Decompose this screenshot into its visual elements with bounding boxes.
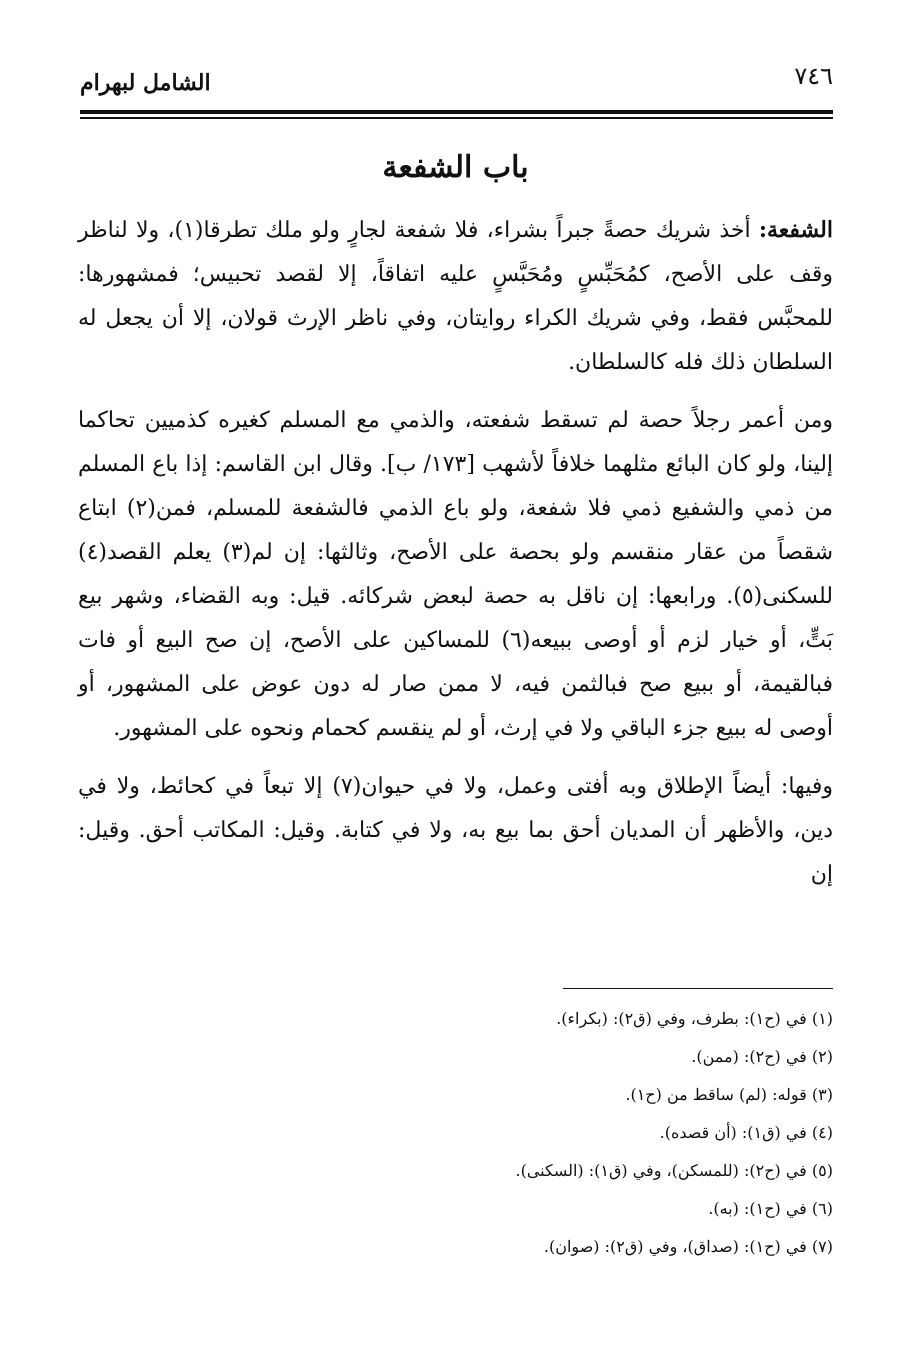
paragraph-lead-term: الشفعة: xyxy=(758,217,833,243)
body-text xyxy=(78,208,833,911)
running-title: الشامل لبهرام xyxy=(80,70,211,96)
footnote-2: (٢) في (ح٢): (ممن). xyxy=(691,1047,833,1066)
footnote-6: (٦) في (ح١): (به). xyxy=(708,1199,833,1218)
chapter-title: باب الشفعة xyxy=(382,150,529,185)
footnotes xyxy=(78,1000,833,1266)
running-header xyxy=(80,62,833,102)
footnote-separator xyxy=(563,988,833,989)
footnote-3: (٣) قوله: (لم) ساقط من (ح١). xyxy=(625,1085,833,1104)
footnote-7: (٧) في (ح١): (صداق)، وفي (ق٢): (صوان). xyxy=(543,1237,833,1256)
page-number: ٧٤٦ xyxy=(794,62,833,90)
header-rule-thin xyxy=(80,117,833,119)
paragraph-text: أخذ شريك حصةً جبراً بشراء، فلا شفعة لجارٍ ولو ملك تطرقا(١)، ولا لناظر وقف على الأصح، كمُحَبِّسٍ ومُحَبَّسٍ عليه اتفاقاً، إلا لقصد تحبيس؛ فمشهورها: للمحبَّس فقط، وفي شريك الكراء روايتان، وفي ناظر الإرث قولان، إلا أن يجعل له السلطان ذلك فله كالسلطان. xyxy=(78,218,833,375)
paragraph-2 xyxy=(78,399,833,751)
paragraph-3 xyxy=(78,765,833,897)
footnote-5: (٥) في (ح٢): (للمسكن)، وفي (ق١): (السكنى). xyxy=(515,1161,833,1180)
footnote-1: (١) في (ح١): بطرف، وفي (ق٢): (بكراء). xyxy=(556,1009,833,1028)
header-rule-thick xyxy=(80,110,833,114)
footnote-4: (٤) في (ق١): (أن قصده). xyxy=(659,1123,833,1142)
paragraph-1 xyxy=(78,208,833,385)
paragraph-text: وفيها: أيضاً الإطلاق وبه أفتى وعمل، ولا في حيوان(٧) إلا تبعاً في كحائط، ولا في دين، والأظهر أن المديان أحق بما بيع به، ولا في كتابة. وقيل: المكاتب أحق. وقيل: إن xyxy=(78,774,833,887)
paragraph-text: ومن أعمر رجلاً حصة لم تسقط شفعته، والذمي مع المسلم كغيره كذميين تحاكما إلينا، ولو كان البائع مثلهما خلافاً لأشهب [١٧٣/ ب]. وقال ابن القاسم: إذا باع المسلم من ذمي والشفيع ذمي فلا شفعة، ولو باع الذمي فالشفعة للمسلم، فمن(٢) ابتاع شقصاً من عقار منقسم ولو بحصة على الأصح، وثالثها: إن لم(٣) يعلم القصد(٤) للسكنى(٥). ورابعها: إن ناقل به حصة لبعض شركائه. قيل: وبه القضاء، وشهر بيع بَتٍّ، أو خيار لزم أو أوصى ببيعه(٦) للمساكين على الأصح، إن صح البيع أو فات فبالقيمة، أو ببيع صح فبالثمن فيه، لا ممن صار له دون عوض على المشهور، أو أوصى له ببيع جزء الباقي ولا في إرث، أو لم ينقسم كحمام ونحوه على المشهور. xyxy=(78,408,834,741)
